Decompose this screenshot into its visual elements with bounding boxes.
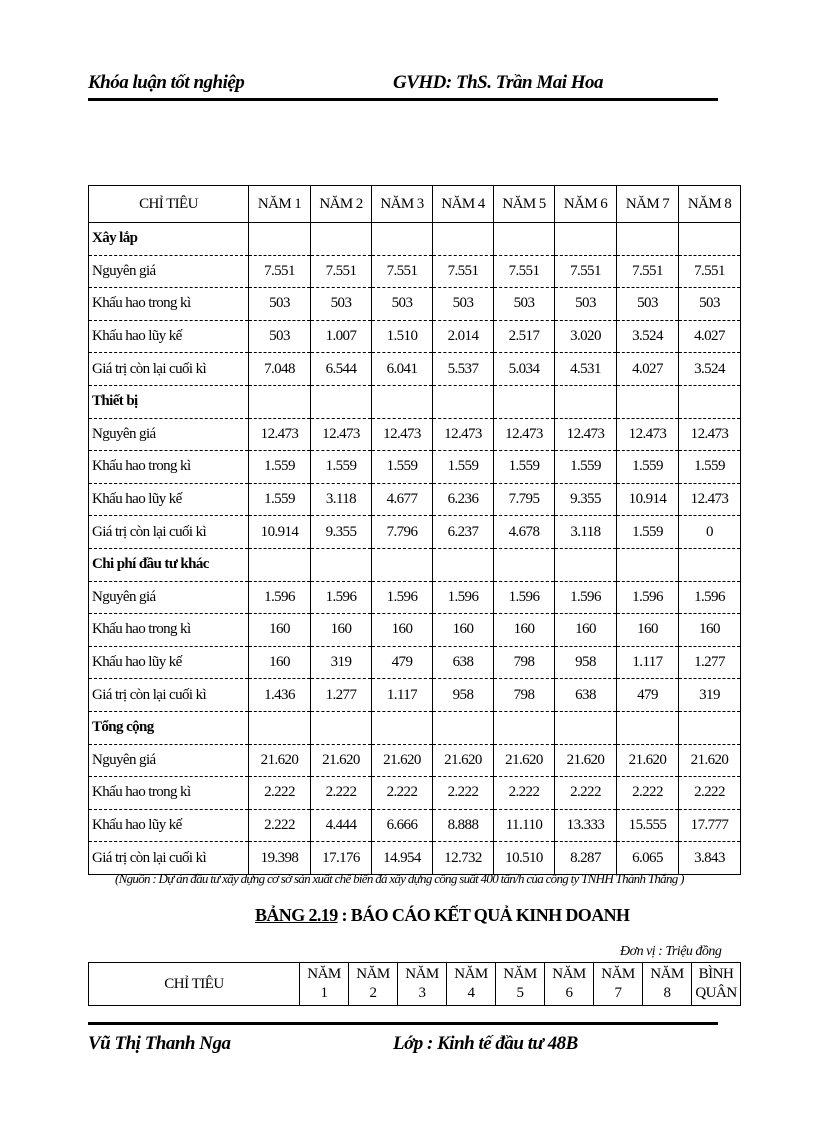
table-cell: 12.473 [372, 418, 433, 451]
table-cell: 1.596 [617, 581, 679, 614]
table-cell: 503 [372, 288, 433, 321]
table-cell: 10.914 [249, 516, 311, 549]
table-cell: 1.596 [679, 581, 741, 614]
table-cell: 6.041 [372, 353, 433, 386]
table-cell: 798 [494, 646, 555, 679]
table-row [89, 842, 741, 875]
column-header-line2: 6 [565, 985, 573, 1001]
row-label: Khấu hao trong kì [89, 451, 249, 484]
table-cell: 1.559 [494, 451, 555, 484]
table-cell [372, 385, 433, 418]
table-cell [555, 223, 617, 256]
table-cell: 1.559 [433, 451, 494, 484]
row-label: Giá trị còn lại cuối kì [89, 842, 249, 875]
row-label: Khấu hao lũy kế [89, 320, 249, 353]
column-header-year [398, 963, 447, 1006]
table-cell: 1.596 [372, 581, 433, 614]
table-cell [617, 548, 679, 581]
table-cell: 7.551 [679, 255, 741, 288]
table-cell [433, 223, 494, 256]
table-cell: 7.551 [555, 255, 617, 288]
table-cell: 319 [311, 646, 372, 679]
table-cell: 6.237 [433, 516, 494, 549]
table-cell: 21.620 [249, 744, 311, 777]
table-cell: 2.222 [433, 777, 494, 810]
column-header-year [643, 963, 692, 1006]
table-cell [311, 711, 372, 744]
table-cell: 1.559 [679, 451, 741, 484]
table-cell: 3.843 [679, 842, 741, 875]
table-cell: 503 [311, 288, 372, 321]
table-cell [555, 385, 617, 418]
table-cell: 503 [433, 288, 494, 321]
column-header-line1: NĂM [601, 966, 635, 982]
table-cell [433, 711, 494, 744]
table-header-row [89, 963, 741, 1006]
page-header [88, 70, 718, 101]
table-cell [617, 385, 679, 418]
table-cell: 1.559 [555, 451, 617, 484]
column-header-line2: 3 [418, 985, 426, 1001]
table-row [89, 483, 741, 516]
table-cell: 1.436 [249, 679, 311, 712]
table-cell [311, 385, 372, 418]
row-label: Thiết bị [89, 385, 249, 418]
row-label: Khấu hao lũy kế [89, 483, 249, 516]
column-header-line1: NĂM [307, 966, 341, 982]
table-cell: 160 [311, 614, 372, 647]
table-cell: 798 [494, 679, 555, 712]
table-title-text: : BÁO CÁO KẾT QUẢ KINH DOANH [341, 905, 630, 925]
table-cell: 17.777 [679, 809, 741, 842]
table-section-row [89, 385, 741, 418]
table-cell: 1.559 [617, 516, 679, 549]
table-cell: 1.559 [372, 451, 433, 484]
table-cell: 503 [494, 288, 555, 321]
column-header-year [349, 963, 398, 1006]
table-row [89, 614, 741, 647]
row-label: Tổng cộng [89, 711, 249, 744]
table-cell [433, 385, 494, 418]
column-header-year: NĂM 1 [249, 186, 311, 223]
table-cell: 9.355 [311, 516, 372, 549]
table-cell [372, 711, 433, 744]
table-number: BẢNG 2.19 [255, 905, 338, 925]
table-cell [617, 711, 679, 744]
table-cell: 12.473 [555, 418, 617, 451]
table-cell: 3.020 [555, 320, 617, 353]
table-cell: 160 [494, 614, 555, 647]
table-cell: 7.795 [494, 483, 555, 516]
column-header-year [692, 963, 741, 1006]
table-cell: 8.287 [555, 842, 617, 875]
table-cell: 5.537 [433, 353, 494, 386]
table-row [89, 320, 741, 353]
row-label: Giá trị còn lại cuối kì [89, 353, 249, 386]
table-cell: 638 [433, 646, 494, 679]
table-cell [372, 223, 433, 256]
table-cell: 1.559 [617, 451, 679, 484]
table-cell: 1.117 [372, 679, 433, 712]
table-cell: 15.555 [617, 809, 679, 842]
table-cell: 6.236 [433, 483, 494, 516]
table-row [89, 777, 741, 810]
table-cell: 1.007 [311, 320, 372, 353]
table-cell: 3.524 [679, 353, 741, 386]
source-note: (Nguồn : Dự án đầu tư xây dựng cơ sở sản xuất chế biến đá xây dựng công suất 400 tấn/h của công ty TNHH Thành Thắng ) [115, 871, 684, 886]
column-header-year [496, 963, 545, 1006]
row-label: Khấu hao lũy kế [89, 809, 249, 842]
column-header-year: NĂM 8 [679, 186, 741, 223]
row-label: Khấu hao lũy kế [89, 646, 249, 679]
table-cell [555, 548, 617, 581]
table-cell: 160 [249, 646, 311, 679]
page-footer [88, 1022, 718, 1054]
row-label: Khấu hao trong kì [89, 614, 249, 647]
table-cell: 12.473 [249, 418, 311, 451]
table-cell: 12.473 [433, 418, 494, 451]
table-row [89, 809, 741, 842]
table-cell: 7.551 [617, 255, 679, 288]
table-row [89, 516, 741, 549]
table-cell: 503 [249, 288, 311, 321]
column-header-line2: 7 [614, 985, 622, 1001]
table-cell: 4.531 [555, 353, 617, 386]
table-cell: 21.620 [433, 744, 494, 777]
table-cell: 4.027 [617, 353, 679, 386]
column-header-year [545, 963, 594, 1006]
table-section-row [89, 548, 741, 581]
table-cell [311, 223, 372, 256]
table-cell: 2.222 [249, 809, 311, 842]
table-cell [679, 548, 741, 581]
table-cell: 2.222 [311, 777, 372, 810]
row-label: Xây lắp [89, 223, 249, 256]
table-cell [311, 548, 372, 581]
table-cell [679, 711, 741, 744]
column-header-line2: QUÂN [695, 985, 737, 1001]
table-cell: 12.732 [433, 842, 494, 875]
table-row [89, 418, 741, 451]
column-header-year: NĂM 4 [433, 186, 494, 223]
table-cell: 1.596 [311, 581, 372, 614]
table-cell: 21.620 [311, 744, 372, 777]
table-cell: 958 [555, 646, 617, 679]
table-cell: 160 [555, 614, 617, 647]
table-cell: 10.510 [494, 842, 555, 875]
table-cell: 1.559 [249, 483, 311, 516]
table-row [89, 353, 741, 386]
table-cell: 1.510 [372, 320, 433, 353]
table-cell: 7.796 [372, 516, 433, 549]
table-cell: 5.034 [494, 353, 555, 386]
table-cell: 3.118 [555, 516, 617, 549]
column-header-line2: 5 [516, 985, 524, 1001]
table-cell: 12.473 [679, 418, 741, 451]
table-cell: 160 [617, 614, 679, 647]
table-cell: 1.277 [311, 679, 372, 712]
table-cell: 3.524 [617, 320, 679, 353]
table-cell: 1.596 [555, 581, 617, 614]
table-row [89, 581, 741, 614]
row-label: Giá trị còn lại cuối kì [89, 679, 249, 712]
table-cell [433, 548, 494, 581]
table-cell [617, 223, 679, 256]
table-cell: 17.176 [311, 842, 372, 875]
table-cell: 1.596 [249, 581, 311, 614]
table-cell: 8.888 [433, 809, 494, 842]
table-cell: 7.551 [311, 255, 372, 288]
column-header-year [594, 963, 643, 1006]
table-cell: 21.620 [555, 744, 617, 777]
column-header-line2: 4 [467, 985, 475, 1001]
column-header-year [447, 963, 496, 1006]
table-cell: 7.551 [494, 255, 555, 288]
table-cell [494, 711, 555, 744]
table-cell: 12.473 [311, 418, 372, 451]
depreciation-table [88, 185, 741, 875]
table-cell: 958 [433, 679, 494, 712]
table-cell [249, 711, 311, 744]
column-header-label: CHỈ TIÊU [89, 963, 300, 1006]
column-header-line1: NĂM [552, 966, 586, 982]
table-cell: 19.398 [249, 842, 311, 875]
table-cell: 160 [679, 614, 741, 647]
table-cell: 0 [679, 516, 741, 549]
column-header-line1: NĂM [356, 966, 390, 982]
table-cell: 2.222 [249, 777, 311, 810]
table-cell: 7.551 [433, 255, 494, 288]
table-cell: 12.473 [494, 418, 555, 451]
column-header-line1: NĂM [650, 966, 684, 982]
table-cell: 4.444 [311, 809, 372, 842]
table-cell: 6.544 [311, 353, 372, 386]
table-cell: 4.027 [679, 320, 741, 353]
column-header-year: NĂM 5 [494, 186, 555, 223]
table-cell: 6.065 [617, 842, 679, 875]
table-row [89, 679, 741, 712]
table-cell [555, 711, 617, 744]
table-cell [494, 223, 555, 256]
table-cell: 21.620 [494, 744, 555, 777]
column-header-line2: 8 [663, 985, 671, 1001]
table-cell: 503 [555, 288, 617, 321]
table-cell: 1.559 [249, 451, 311, 484]
column-header-year: NĂM 6 [555, 186, 617, 223]
table-cell: 2.222 [679, 777, 741, 810]
column-header-year: NĂM 3 [372, 186, 433, 223]
footer-author: Vũ Thị Thanh Nga [88, 1033, 231, 1054]
table-cell: 2.014 [433, 320, 494, 353]
business-results-table [88, 962, 741, 1006]
table-cell: 1.596 [433, 581, 494, 614]
table-cell: 4.678 [494, 516, 555, 549]
table-cell: 11.110 [494, 809, 555, 842]
table-section-row [89, 223, 741, 256]
table-cell: 2.222 [494, 777, 555, 810]
table-row [89, 646, 741, 679]
table-cell: 4.677 [372, 483, 433, 516]
table-cell: 479 [617, 679, 679, 712]
unit-note: Đơn vị : Triệu đồng [620, 944, 722, 959]
table-cell: 7.048 [249, 353, 311, 386]
table-cell: 1.277 [679, 646, 741, 679]
row-label: Nguyên giá [89, 255, 249, 288]
table-cell: 160 [372, 614, 433, 647]
table-cell: 160 [249, 614, 311, 647]
column-header-year [300, 963, 349, 1006]
column-header-year: NĂM 2 [311, 186, 372, 223]
table-cell: 12.473 [679, 483, 741, 516]
table-cell: 638 [555, 679, 617, 712]
table-cell [249, 223, 311, 256]
row-label: Nguyên giá [89, 418, 249, 451]
table-section-row [89, 711, 741, 744]
table-cell: 479 [372, 646, 433, 679]
row-label: Nguyên giá [89, 744, 249, 777]
table-cell: 21.620 [372, 744, 433, 777]
footer-class: Lớp : Kinh tế đầu tư 48B [393, 1033, 578, 1054]
table-cell: 1.596 [494, 581, 555, 614]
column-header-year: NĂM 7 [617, 186, 679, 223]
table-cell: 319 [679, 679, 741, 712]
table-cell: 21.620 [617, 744, 679, 777]
table-cell [372, 548, 433, 581]
table-row [89, 744, 741, 777]
table-header-row [89, 186, 741, 223]
column-header-line1: NĂM [454, 966, 488, 982]
table-cell [494, 548, 555, 581]
row-label: Khấu hao trong kì [89, 288, 249, 321]
column-header-line2: 1 [320, 985, 328, 1001]
column-header-line1: BÌNH [698, 966, 734, 982]
table-cell: 9.355 [555, 483, 617, 516]
table-cell: 21.620 [679, 744, 741, 777]
row-label: Khấu hao trong kì [89, 777, 249, 810]
header-thesis-label: Khóa luận tốt nghiệp [88, 72, 245, 93]
table-title [255, 905, 629, 926]
table-cell: 10.914 [617, 483, 679, 516]
table-cell: 12.473 [617, 418, 679, 451]
table-cell: 1.117 [617, 646, 679, 679]
table-cell [494, 385, 555, 418]
table-cell: 7.551 [249, 255, 311, 288]
table-cell: 13.333 [555, 809, 617, 842]
table-cell: 2.222 [617, 777, 679, 810]
table-row [89, 255, 741, 288]
table-cell: 2.517 [494, 320, 555, 353]
table-cell: 1.559 [311, 451, 372, 484]
column-header-line2: 2 [369, 985, 377, 1001]
table-cell: 503 [249, 320, 311, 353]
table-cell: 2.222 [555, 777, 617, 810]
table-cell [679, 385, 741, 418]
table-cell: 3.118 [311, 483, 372, 516]
table-cell: 6.666 [372, 809, 433, 842]
table-row [89, 288, 741, 321]
table-cell [249, 548, 311, 581]
column-header-line1: NĂM [405, 966, 439, 982]
column-header-label: CHỈ TIÊU [89, 186, 249, 223]
row-label: Chi phí đầu tư khác [89, 548, 249, 581]
table-cell: 7.551 [372, 255, 433, 288]
table-cell: 2.222 [372, 777, 433, 810]
table-cell [679, 223, 741, 256]
row-label: Nguyên giá [89, 581, 249, 614]
table-cell: 14.954 [372, 842, 433, 875]
table-row [89, 451, 741, 484]
table-cell: 160 [433, 614, 494, 647]
table-cell: 503 [679, 288, 741, 321]
header-advisor: GVHD: ThS. Trần Mai Hoa [393, 72, 604, 93]
table-cell [249, 385, 311, 418]
row-label: Giá trị còn lại cuối kì [89, 516, 249, 549]
column-header-line1: NĂM [503, 966, 537, 982]
table-cell: 503 [617, 288, 679, 321]
